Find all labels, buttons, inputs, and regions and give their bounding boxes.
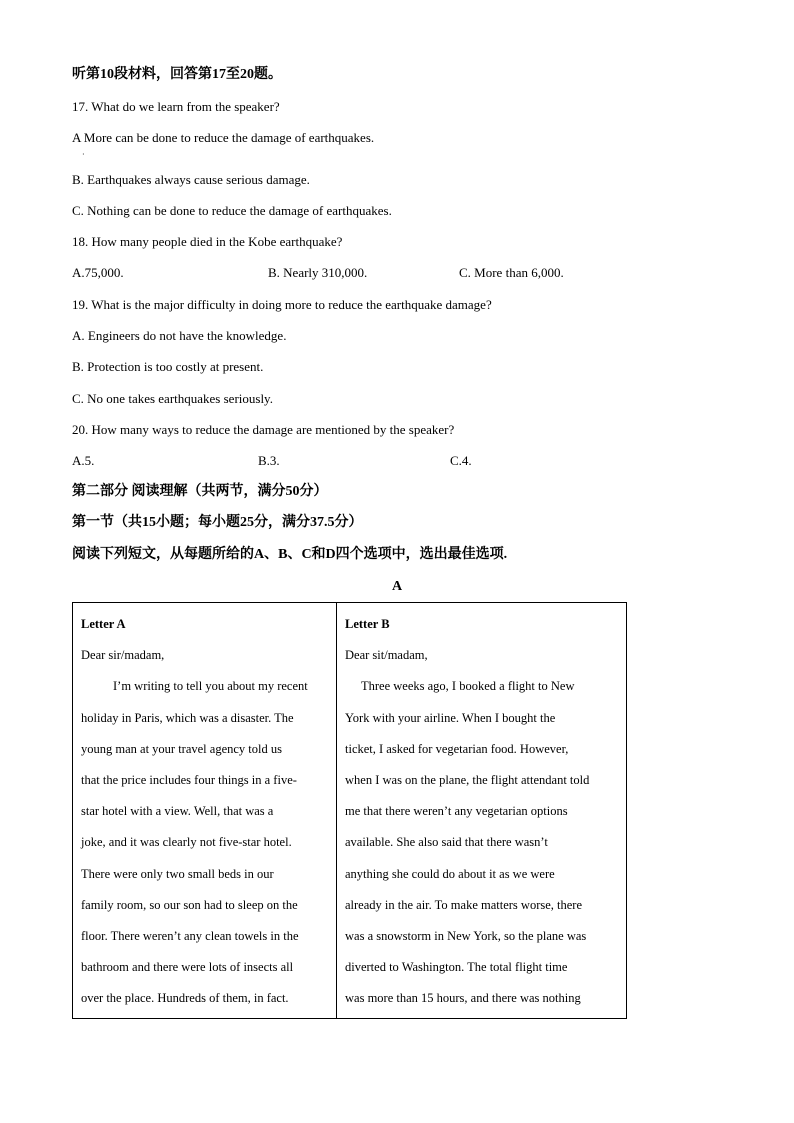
letter-a-line: star hotel with a view. Well, that was a (81, 804, 274, 819)
question-17-option-b: B. Earthquakes always cause serious damage. (72, 172, 310, 187)
letter-a-line: joke, and it was clearly not five-star hotel. (81, 835, 292, 850)
question-19-stem: 19. What is the major difficulty in doing more to reduce the earthquake damage? (72, 297, 492, 312)
reading-instruction: 阅读下列短文，从每题所给的A、B、C和D四个选项中，选出最佳选项. (72, 547, 508, 562)
letters-table (72, 602, 627, 1019)
question-19-option-a: A. Engineers do not have the knowledge. (72, 328, 287, 343)
letter-b-line: already in the air. To make matters worse, there (345, 897, 582, 912)
letter-b-line: available. She also said that there wasn’t (345, 835, 548, 850)
question-20-option-a: A.5. (72, 453, 95, 468)
question-19-option-c: C. No one takes earthquakes seriously. (72, 391, 273, 406)
question-18-stem: 18. How many people died in the Kobe earthquake? (72, 234, 343, 249)
question-18-option-c: C. More than 6,000. (459, 265, 564, 280)
letter-a-line: over the place. Hundreds of them, in fact. (81, 991, 289, 1006)
question-20-option-b: B.3. (258, 453, 280, 468)
question-18-option-b: B. Nearly 310,000. (268, 265, 368, 280)
letter-a-line: bathroom and there were lots of insects all (81, 960, 294, 975)
letter-b-line: diverted to Washington. The total flight time (345, 960, 568, 975)
question-17-stem: 17. What do we learn from the speaker? (72, 99, 280, 114)
letter-a-line: holiday in Paris, which was a disaster. The (81, 710, 294, 725)
letter-a-line: floor. There weren’t any clean towels in the (81, 929, 299, 944)
letter-b-line: York with your airline. When I bought the (345, 710, 556, 725)
letter-a-line: family room, so our son had to sleep on the (81, 897, 298, 912)
letter-a-line: that the price includes four things in a five- (81, 773, 297, 788)
letter-a-cell (73, 603, 337, 1019)
letter-b-line: was more than 15 hours, and there was nothing (345, 991, 581, 1006)
section-one-heading: 第一节（共15小题；每小题25分，满分37.5分） (72, 515, 363, 530)
letter-b-line: me that there weren’t any vegetarian options (345, 804, 568, 819)
letter-a-line: I’m writing to tell you about my recent (113, 679, 308, 694)
letter-b-cell (337, 603, 627, 1019)
letter-b-greeting: Dear sit/madam, (345, 648, 428, 663)
question-19-option-b: B. Protection is too costly at present. (72, 359, 264, 374)
question-18-option-a: A.75,000. (72, 265, 124, 280)
letter-a-greeting: Dear sir/madam, (81, 648, 165, 663)
question-17-option-c: C. Nothing can be done to reduce the damage of earthquakes. (72, 203, 392, 218)
letter-b-line: anything she could do about it as we were (345, 866, 555, 881)
question-20-stem: 20. How many ways to reduce the damage are mentioned by the speaker? (72, 422, 455, 437)
letter-b-line: Three weeks ago, I booked a flight to New (361, 679, 575, 694)
question-18-options (0, 265, 794, 281)
letter-a-title: Letter A (81, 617, 126, 631)
letter-b-line: ticket, I asked for vegetarian food. However, (345, 741, 569, 756)
question-17-option-a: A More can be done to reduce the damage of earthquakes. (72, 130, 375, 145)
letter-b-title: Letter B (345, 617, 390, 631)
listening-section-intro: 听第10段材料，回答第17至20题。 (72, 67, 282, 82)
part-two-heading: 第二部分 阅读理解（共两节，满分50分） (72, 484, 328, 499)
letter-b-line: was a snowstorm in New York, so the plane was (345, 929, 587, 944)
stray-dot-mark: · (82, 150, 85, 159)
question-20-options (0, 453, 794, 469)
letter-a-line: young man at your travel agency told us (81, 741, 282, 756)
passage-label: A (391, 579, 403, 594)
question-20-option-c: C.4. (450, 453, 472, 468)
letter-a-line: There were only two small beds in our (81, 866, 274, 881)
letter-b-line: when I was on the plane, the flight attendant told (345, 773, 590, 788)
